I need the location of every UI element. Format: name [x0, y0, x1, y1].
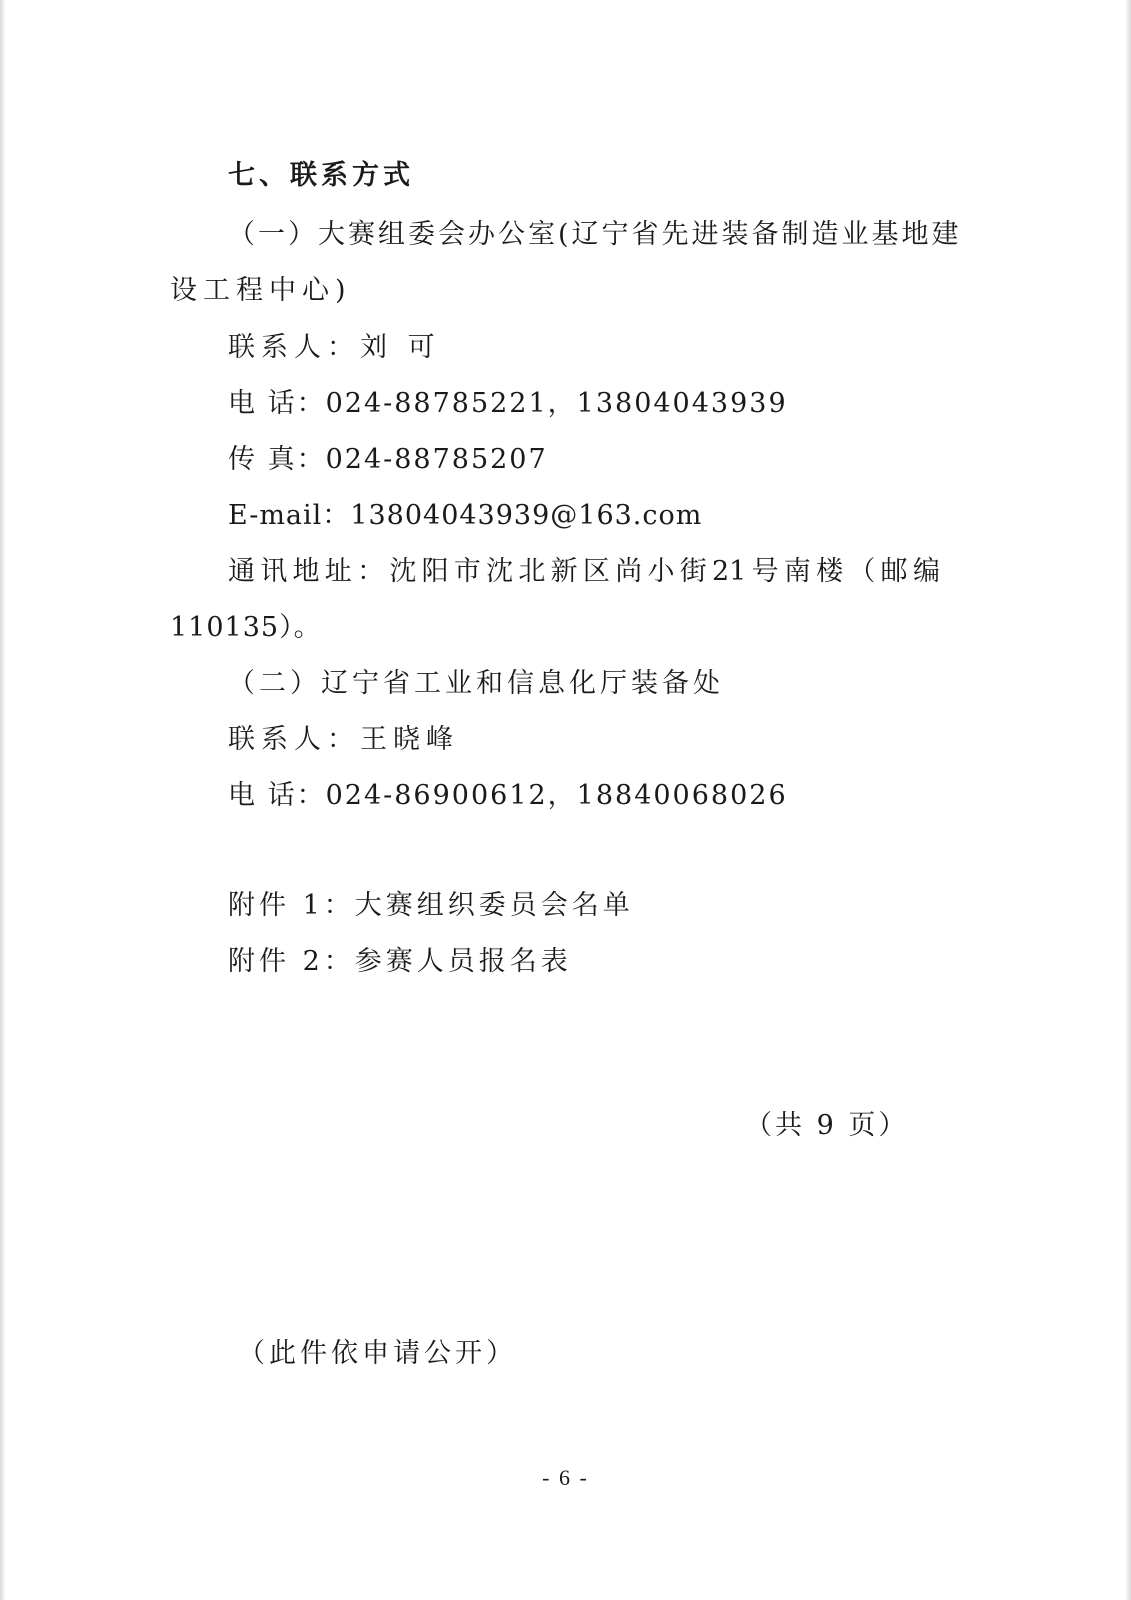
- address-char: （: [848, 556, 876, 587]
- attachment-1: 附件 1：大赛组织委员会名单: [228, 890, 634, 921]
- address-char: 邮: [880, 556, 908, 587]
- org1-phone: 电 话：024-88785221，13804043939: [228, 388, 788, 419]
- address-char: 小: [647, 556, 675, 587]
- org2-name: （二）辽宁省工业和信息化厅装备处: [228, 668, 724, 699]
- address-char: 街: [679, 556, 707, 587]
- attachment-2: 附件 2：参赛人员报名表: [228, 946, 572, 977]
- org1-address-line1: [228, 554, 940, 590]
- address-char: 新: [550, 556, 578, 587]
- org1-fax: 传 真：024-88785207: [228, 444, 548, 475]
- org1-address-line2: 110135）。: [170, 612, 322, 643]
- scan-edge-right: [1125, 0, 1131, 1600]
- total-pages-note: （共 9 页）: [745, 1110, 909, 1141]
- address-char: 沈: [389, 556, 417, 587]
- org1-contact: 联系人：刘 可: [228, 332, 441, 363]
- address-char: 阳: [421, 556, 449, 587]
- address-char: ：: [357, 556, 385, 587]
- scan-edge-left: [0, 0, 6, 1600]
- address-char: 讯: [260, 556, 288, 587]
- page-number: - 6 -: [542, 1465, 589, 1490]
- address-char: 编: [912, 556, 940, 587]
- address-char: 地: [292, 556, 320, 587]
- section-heading: 七、联系方式: [228, 160, 414, 191]
- address-char: 尚: [615, 556, 643, 587]
- org1-name-line2: 设工程中心): [170, 275, 352, 306]
- address-char: 21: [711, 556, 747, 587]
- address-char: 址: [324, 556, 352, 587]
- address-char: 通: [228, 556, 255, 587]
- address-char: 区: [582, 556, 610, 587]
- address-char: 楼: [816, 556, 844, 587]
- address-char: 号: [751, 556, 779, 587]
- address-char: 北: [518, 556, 546, 587]
- address-char: 市: [453, 556, 481, 587]
- address-char: 沈: [486, 556, 514, 587]
- org2-phone: 电 话：024-86900612，18840068026: [228, 780, 788, 811]
- org2-contact: 联系人：王晓峰: [228, 724, 459, 755]
- org1-email: E-mail：13804043939@163.com: [228, 500, 703, 531]
- org1-name-line1: （一）大赛组委会办公室(辽宁省先进装备制造业基地建: [228, 219, 962, 250]
- address-char: 南: [783, 556, 811, 587]
- disclosure-note: （此件依申请公开）: [238, 1338, 517, 1369]
